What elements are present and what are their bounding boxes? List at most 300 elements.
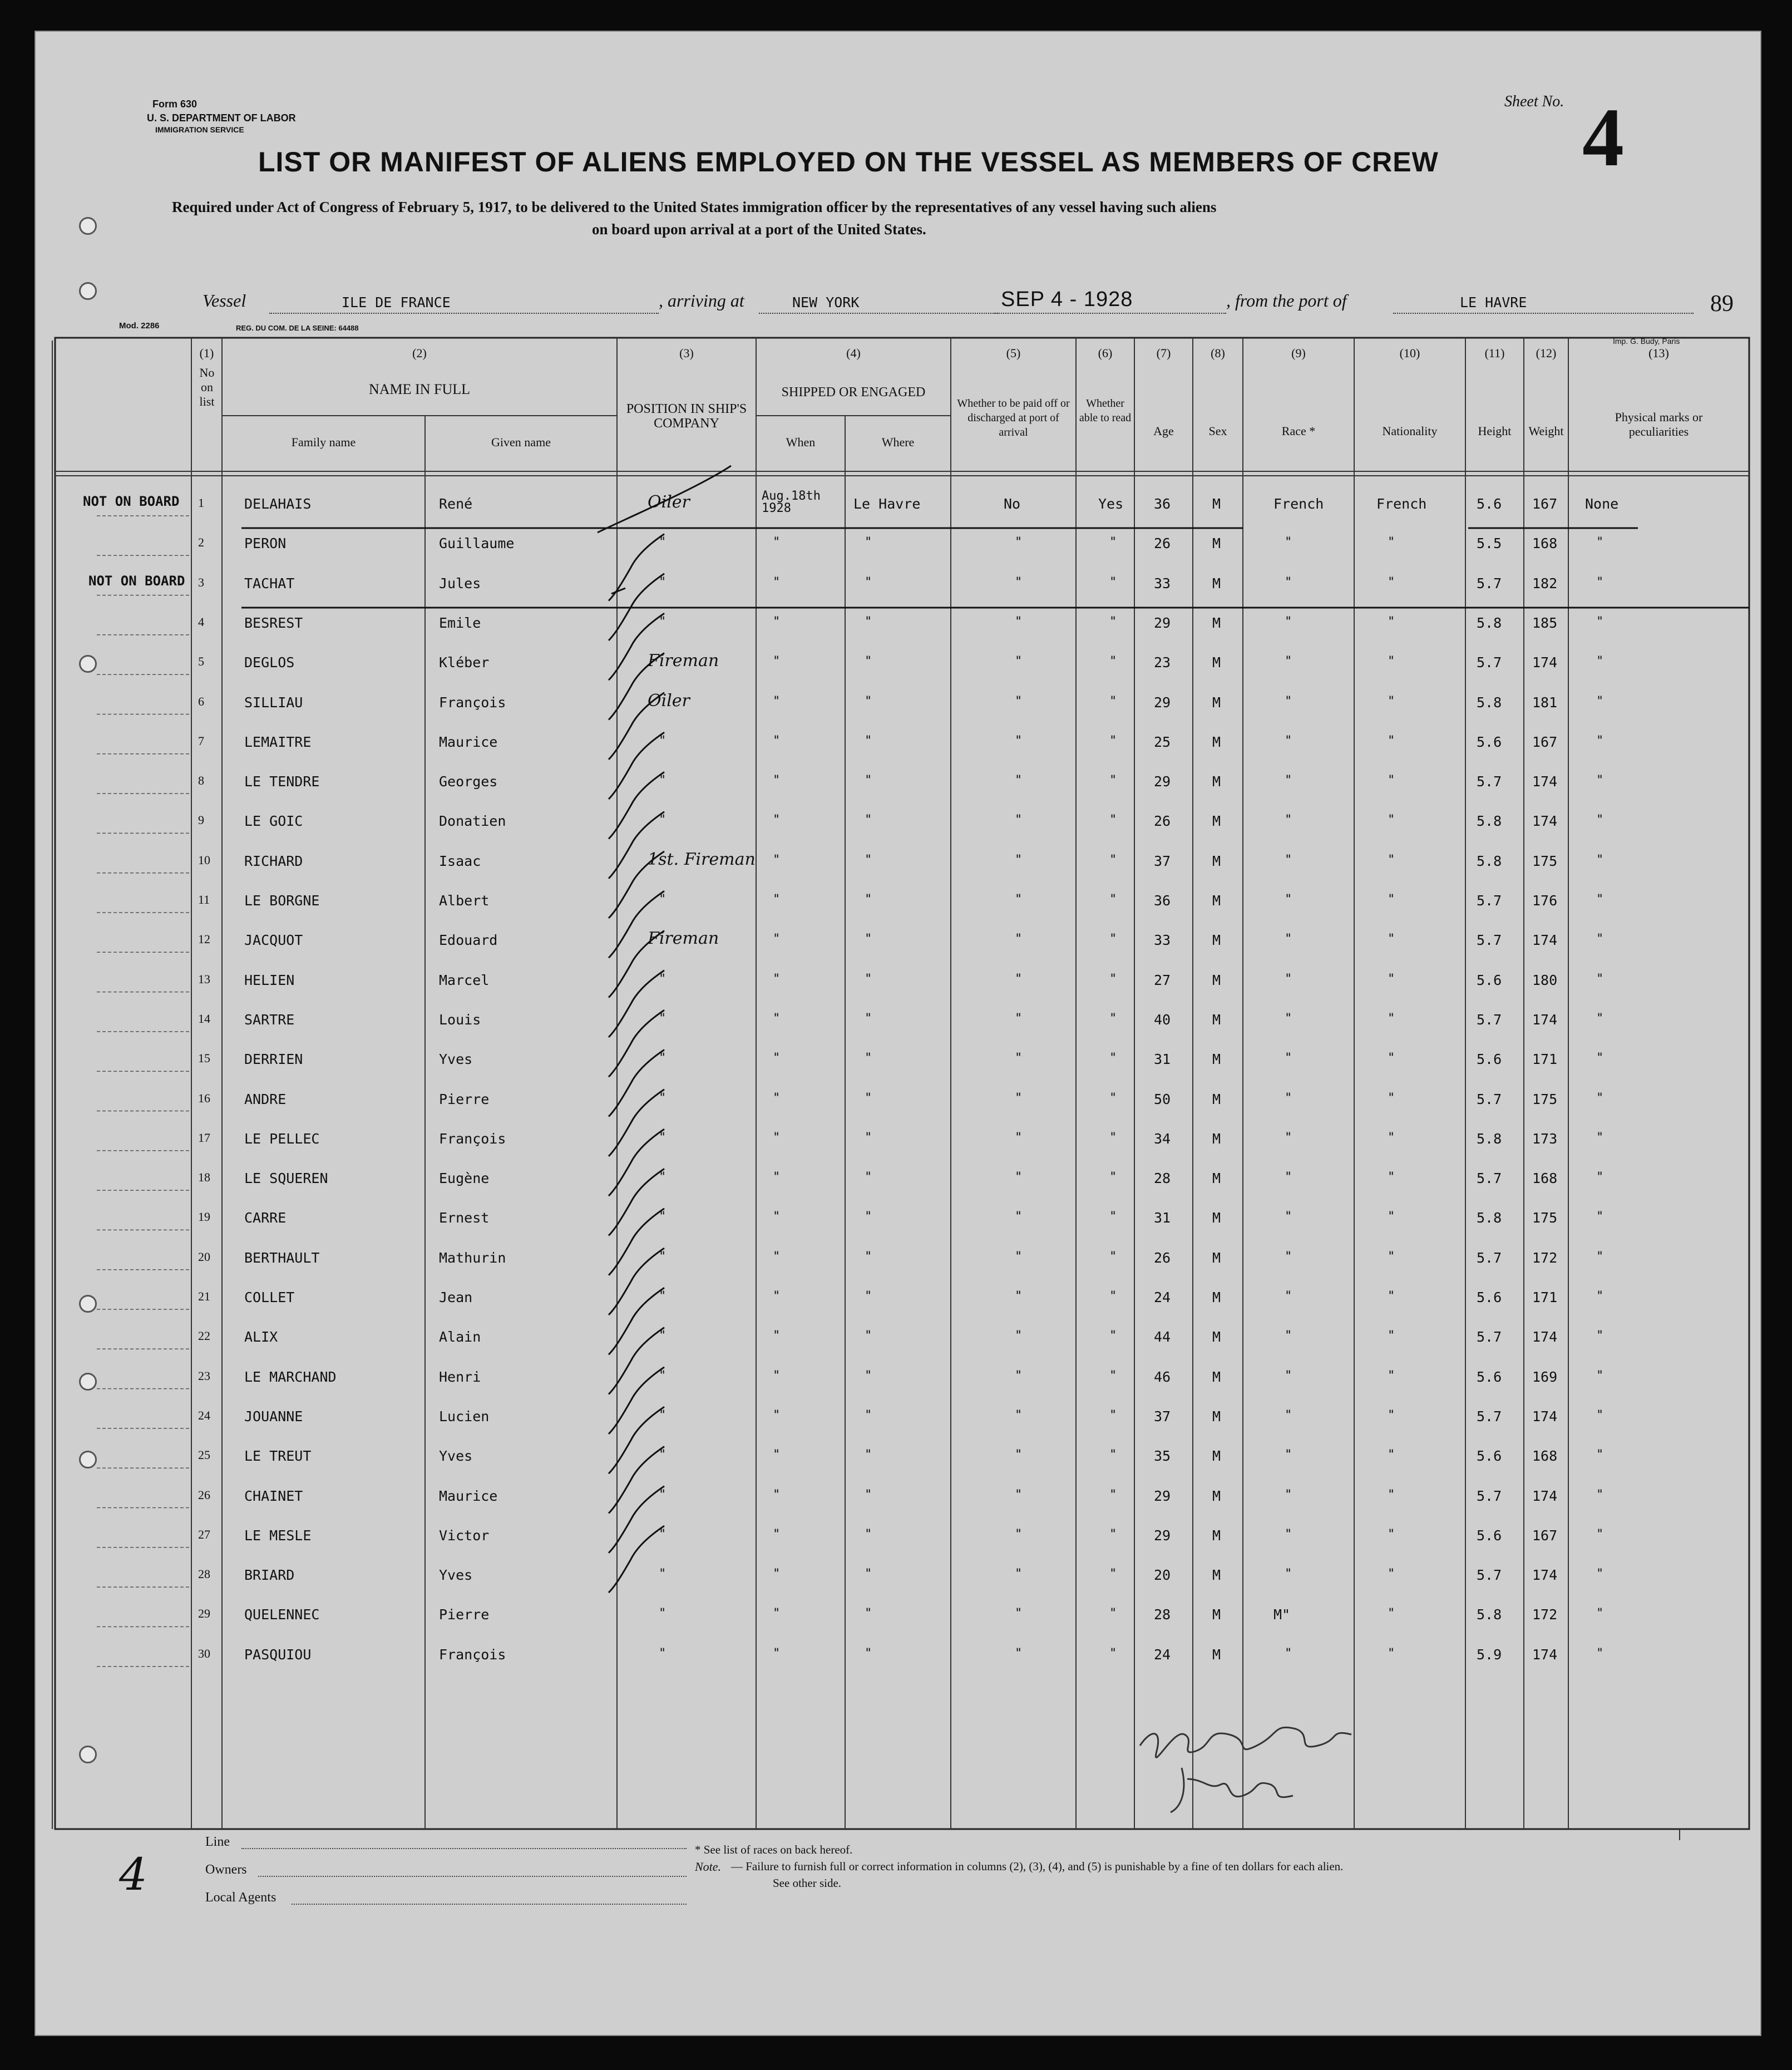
note-label: Note. xyxy=(695,1860,722,1874)
family-name: DELAHAIS xyxy=(244,496,312,512)
nationality: " xyxy=(1388,852,1395,867)
col4-header: SHIPPED OR ENGAGED xyxy=(781,385,926,400)
given-name: Kléber xyxy=(439,654,490,671)
physical-marks: " xyxy=(1596,733,1604,748)
given-name: Henri xyxy=(439,1368,481,1385)
shipped-where: " xyxy=(865,1606,872,1621)
race: " xyxy=(1285,614,1292,629)
col4-number: (4) xyxy=(846,346,861,360)
col10-number: (10) xyxy=(1399,346,1420,360)
physical-marks: " xyxy=(1596,1051,1604,1066)
agents-underline xyxy=(292,1904,687,1905)
row-number: 24 xyxy=(198,1408,210,1422)
age: 37 xyxy=(1154,1408,1171,1425)
weight: 181 xyxy=(1532,694,1558,711)
family-name: SARTRE xyxy=(244,1011,295,1028)
height: 5.8 xyxy=(1477,852,1502,869)
physical-marks: " xyxy=(1596,813,1604,827)
height: 5.8 xyxy=(1477,1210,1502,1226)
shipped-where: " xyxy=(865,1527,872,1541)
sex: M xyxy=(1212,1011,1221,1028)
sex: M xyxy=(1212,1527,1221,1544)
position: " xyxy=(659,1091,667,1105)
sex: M xyxy=(1212,575,1221,592)
race: " xyxy=(1285,852,1292,867)
paid-off: " xyxy=(1015,733,1023,748)
given-name: Mathurin xyxy=(439,1249,506,1266)
arriving-label: , arriving at xyxy=(659,290,744,310)
shipped-when: " xyxy=(773,614,781,629)
shipped-when: " xyxy=(773,1091,781,1105)
shipped-where: " xyxy=(865,1646,872,1660)
age: 33 xyxy=(1154,932,1171,949)
table-row xyxy=(36,489,1760,533)
family-name: BRIARD xyxy=(244,1567,295,1584)
age: 20 xyxy=(1154,1567,1171,1584)
subtitle-line2: on board upon arrival at a port of the United States. xyxy=(592,221,926,238)
given-name: Alain xyxy=(439,1329,481,1345)
given-name: Maurice xyxy=(439,1487,498,1504)
weight: 174 xyxy=(1532,813,1558,830)
given-name: François xyxy=(439,1646,506,1663)
family-name: LE MARCHAND xyxy=(244,1368,337,1385)
table-row xyxy=(36,1406,1760,1446)
paid-off: " xyxy=(1015,773,1023,788)
margin-number: 4 xyxy=(119,1849,147,1900)
nationality: " xyxy=(1388,1527,1395,1541)
col11-number: (11) xyxy=(1484,346,1505,360)
col5-header: Whether to be paid off or discharged at port of arrival xyxy=(957,397,1070,438)
weight: 174 xyxy=(1532,1329,1558,1345)
family-name: LE TREUT xyxy=(244,1448,312,1465)
height: 5.6 xyxy=(1477,1448,1502,1465)
height: 5.7 xyxy=(1477,893,1502,909)
race: French xyxy=(1273,496,1324,512)
position: " xyxy=(659,1448,667,1462)
not-on-board-note: NOT ON BOARD xyxy=(88,573,185,589)
weight: 174 xyxy=(1532,773,1558,790)
age: 40 xyxy=(1154,1011,1171,1028)
position: Fireman xyxy=(648,651,719,671)
family-name: LEMAITRE xyxy=(244,733,312,750)
weight: 185 xyxy=(1532,614,1558,631)
col8-number: (8) xyxy=(1211,346,1225,360)
position: " xyxy=(659,1289,667,1303)
shipped-when: " xyxy=(773,852,781,867)
sex: M xyxy=(1212,1170,1221,1187)
age: 46 xyxy=(1154,1368,1171,1385)
physical-marks: " xyxy=(1596,1130,1604,1145)
race: " xyxy=(1285,1130,1292,1145)
age: 25 xyxy=(1154,733,1171,750)
shipped-when: " xyxy=(773,654,781,669)
nationality: " xyxy=(1388,1210,1395,1224)
able-to-read: " xyxy=(1109,972,1117,986)
shipped-when: " xyxy=(773,1527,781,1541)
row-number: 10 xyxy=(198,852,210,867)
height: 5.7 xyxy=(1477,1170,1502,1187)
shipped-where: " xyxy=(865,1249,872,1264)
vessel-name: ILE DE FRANCE xyxy=(342,294,451,310)
given-name: Yves xyxy=(439,1448,473,1465)
family-name: PERON xyxy=(244,535,287,552)
shipped-when: " xyxy=(773,694,781,708)
position: " xyxy=(659,1130,667,1145)
shipped-when: " xyxy=(773,813,781,827)
position: " xyxy=(659,1408,667,1422)
height: 5.6 xyxy=(1477,496,1502,512)
nationality: " xyxy=(1388,773,1395,788)
age: 28 xyxy=(1154,1170,1171,1187)
position: " xyxy=(659,535,667,550)
given-name: Jules xyxy=(439,575,481,592)
physical-marks: " xyxy=(1596,893,1604,906)
owners-underline xyxy=(258,1876,687,1877)
col7-header: Age xyxy=(1153,424,1174,438)
race: " xyxy=(1285,1210,1292,1224)
shipped-where: " xyxy=(865,575,872,589)
nationality: " xyxy=(1388,733,1395,748)
position: " xyxy=(659,614,667,629)
row-number: 4 xyxy=(198,614,204,629)
weight: 175 xyxy=(1532,1210,1558,1226)
col4b-header: Where xyxy=(881,435,915,449)
weight: 180 xyxy=(1532,972,1558,988)
paid-off: " xyxy=(1015,972,1023,986)
position: " xyxy=(659,1249,667,1264)
race: " xyxy=(1285,733,1292,748)
registry: REG. DU COM. DE LA SEINE: 64488 xyxy=(236,324,359,332)
table-row xyxy=(36,890,1760,930)
family-name: LE TENDRE xyxy=(244,773,320,790)
family-name: ALIX xyxy=(244,1329,278,1345)
able-to-read: " xyxy=(1109,773,1117,788)
position: " xyxy=(659,1051,667,1066)
given-name: Ernest xyxy=(439,1210,490,1226)
nationality: " xyxy=(1388,1646,1395,1660)
race: M" xyxy=(1273,1606,1291,1623)
shipped-when: " xyxy=(773,575,781,589)
not-on-board-note: NOT ON BOARD xyxy=(83,494,180,509)
age: 29 xyxy=(1154,773,1171,790)
weight: 174 xyxy=(1532,654,1558,671)
race: " xyxy=(1285,972,1292,986)
row-number: 20 xyxy=(198,1249,210,1264)
weight: 174 xyxy=(1532,1408,1558,1425)
age: 23 xyxy=(1154,654,1171,671)
given-name: Pierre xyxy=(439,1091,490,1107)
height: 5.7 xyxy=(1477,773,1502,790)
table-row xyxy=(36,771,1760,811)
paid-off: " xyxy=(1015,535,1023,550)
sex: M xyxy=(1212,1051,1221,1068)
family-name: LE SQUEREN xyxy=(244,1170,328,1187)
family-name: DEGLOS xyxy=(244,654,295,671)
family-name: BERTHAULT xyxy=(244,1249,320,1266)
shipped-where: " xyxy=(865,1210,872,1224)
physical-marks: " xyxy=(1596,654,1604,669)
able-to-read: " xyxy=(1109,1130,1117,1145)
weight: 182 xyxy=(1532,575,1558,592)
nationality: " xyxy=(1388,1249,1395,1264)
able-to-read: " xyxy=(1109,733,1117,748)
race: " xyxy=(1285,813,1292,827)
nationality: " xyxy=(1388,1011,1395,1026)
able-to-read: " xyxy=(1109,1408,1117,1422)
paid-off: " xyxy=(1015,1527,1023,1541)
shipped-where: " xyxy=(865,1408,872,1422)
department: U. S. DEPARTMENT OF LABOR xyxy=(147,112,296,124)
col9-header: Race * xyxy=(1281,424,1316,438)
table-row xyxy=(36,1208,1760,1247)
family-name: JOUANNE xyxy=(244,1408,303,1425)
nationality: " xyxy=(1388,575,1395,589)
given-name: Maurice xyxy=(439,733,498,750)
physical-marks: " xyxy=(1596,1606,1604,1621)
race: " xyxy=(1285,1091,1292,1105)
race: " xyxy=(1285,1170,1292,1185)
table-row xyxy=(36,970,1760,1009)
race: " xyxy=(1285,1368,1292,1383)
table-row xyxy=(36,1327,1760,1366)
sex: M xyxy=(1212,1408,1221,1425)
able-to-read: " xyxy=(1109,1249,1117,1264)
paid-off: " xyxy=(1015,654,1023,669)
row-number: 7 xyxy=(198,733,204,748)
col2-header: NAME IN FULL xyxy=(369,381,470,397)
col7-number: (7) xyxy=(1156,346,1171,360)
family-name: QUELENNEC xyxy=(244,1606,320,1623)
family-name: ANDRE xyxy=(244,1091,287,1107)
table-row xyxy=(36,1565,1760,1604)
age: 36 xyxy=(1154,496,1171,512)
age: 29 xyxy=(1154,1487,1171,1504)
row-number: 6 xyxy=(198,694,204,708)
age: 29 xyxy=(1154,1527,1171,1544)
table-row xyxy=(36,1446,1760,1485)
height: 5.7 xyxy=(1477,1249,1502,1266)
given-name: Pierre xyxy=(439,1606,490,1623)
given-name: Yves xyxy=(439,1567,473,1584)
col4a-header: When xyxy=(786,435,816,449)
shipped-where: " xyxy=(865,1170,872,1185)
table-row xyxy=(36,1009,1760,1049)
paid-off: " xyxy=(1015,1368,1023,1383)
shipped-when: " xyxy=(773,932,781,947)
family-name: SILLIAU xyxy=(244,694,303,711)
weight: 172 xyxy=(1532,1606,1558,1623)
paid-off: " xyxy=(1015,1130,1023,1145)
able-to-read: " xyxy=(1109,1527,1117,1541)
paid-off: " xyxy=(1015,1170,1023,1185)
line-underline xyxy=(241,1848,687,1849)
able-to-read: " xyxy=(1109,1567,1117,1581)
shipped-when: " xyxy=(773,893,781,906)
col1-header: No on list xyxy=(199,366,215,408)
height: 5.7 xyxy=(1477,1567,1502,1584)
shipped-where: " xyxy=(865,614,872,629)
col12-number: (12) xyxy=(1536,346,1557,360)
row-number: 25 xyxy=(198,1448,210,1462)
position: " xyxy=(659,1646,667,1660)
race: " xyxy=(1285,773,1292,788)
given-name: Guillaume xyxy=(439,535,515,552)
sex: M xyxy=(1212,1646,1221,1663)
position: " xyxy=(659,1170,667,1185)
col13-number: (13) xyxy=(1648,346,1669,360)
col3-header: POSITION IN SHIP'S COMPANY xyxy=(626,402,747,431)
paid-off: " xyxy=(1015,1091,1023,1105)
able-to-read: " xyxy=(1109,1487,1117,1502)
nationality: " xyxy=(1388,1051,1395,1066)
age: 31 xyxy=(1154,1051,1171,1068)
paid-off: " xyxy=(1015,852,1023,867)
age: 50 xyxy=(1154,1091,1171,1107)
able-to-read: " xyxy=(1109,1368,1117,1383)
race: " xyxy=(1285,1448,1292,1462)
age: 33 xyxy=(1154,575,1171,592)
shipped-when: " xyxy=(773,1011,781,1026)
weight: 173 xyxy=(1532,1130,1558,1147)
nationality: " xyxy=(1388,1408,1395,1422)
sex: M xyxy=(1212,733,1221,750)
table-row xyxy=(36,811,1760,850)
row-number: 22 xyxy=(198,1329,210,1343)
age: 29 xyxy=(1154,694,1171,711)
position: " xyxy=(659,893,667,906)
row-number: 1 xyxy=(198,496,204,510)
paid-off: " xyxy=(1015,893,1023,906)
shipped-when: " xyxy=(773,1249,781,1264)
row-number: 18 xyxy=(198,1170,210,1185)
shipped-where: " xyxy=(865,932,872,947)
table-row xyxy=(36,1367,1760,1406)
crew-table-body xyxy=(36,32,1760,2035)
weight: 167 xyxy=(1532,1527,1558,1544)
physical-marks: " xyxy=(1596,1289,1604,1303)
shipped-where: " xyxy=(865,1130,872,1145)
able-to-read: " xyxy=(1109,893,1117,906)
position: " xyxy=(659,773,667,788)
table-row xyxy=(36,613,1760,652)
race: " xyxy=(1285,1289,1292,1303)
age: 28 xyxy=(1154,1606,1171,1623)
arrival-date-stamp: SEP 4 - 1928 xyxy=(1001,288,1133,311)
height: 5.6 xyxy=(1477,733,1502,750)
physical-marks: " xyxy=(1596,1646,1604,1660)
given-name: Louis xyxy=(439,1011,481,1028)
shipped-when: " xyxy=(773,535,781,550)
paid-off: " xyxy=(1015,1210,1023,1224)
shipped-where: " xyxy=(865,1289,872,1303)
paid-off: " xyxy=(1015,1448,1023,1462)
position: Oiler xyxy=(648,691,690,711)
table-row xyxy=(36,1525,1760,1565)
form-number: Form 630 xyxy=(152,98,198,110)
physical-marks: " xyxy=(1596,972,1604,986)
sheet-label: Sheet No. xyxy=(1504,93,1564,110)
printer: Imp. G. Budy, Paris xyxy=(1613,337,1680,346)
shipped-when: " xyxy=(773,1646,781,1660)
height: 5.7 xyxy=(1477,1011,1502,1028)
physical-marks: " xyxy=(1596,932,1604,947)
physical-marks: " xyxy=(1596,1448,1604,1462)
line-label: Line xyxy=(205,1835,230,1849)
table-row xyxy=(36,851,1760,890)
sex: M xyxy=(1212,1289,1221,1305)
table-row xyxy=(36,930,1760,969)
position: " xyxy=(659,1567,667,1581)
sex: M xyxy=(1212,1249,1221,1266)
col3-number: (3) xyxy=(679,346,694,360)
family-name: HELIEN xyxy=(244,972,295,988)
service: IMMIGRATION SERVICE xyxy=(155,125,244,134)
table-row xyxy=(36,1168,1760,1208)
race: " xyxy=(1285,575,1292,589)
weight: 168 xyxy=(1532,1448,1558,1465)
able-to-read: " xyxy=(1109,614,1117,629)
family-name: LE GOIC xyxy=(244,813,303,830)
family-name: RICHARD xyxy=(244,852,303,869)
sex: M xyxy=(1212,852,1221,869)
row-number: 27 xyxy=(198,1527,210,1541)
weight: 175 xyxy=(1532,1091,1558,1107)
vessel-label: Vessel xyxy=(203,290,246,310)
table-row xyxy=(36,732,1760,771)
paid-off: No xyxy=(1004,496,1021,512)
sex: M xyxy=(1212,1487,1221,1504)
physical-marks: " xyxy=(1596,694,1604,708)
given-name: Emile xyxy=(439,614,481,631)
nationality: " xyxy=(1388,1567,1395,1581)
position: " xyxy=(659,1011,667,1026)
shipped-where: " xyxy=(865,1567,872,1581)
table-row xyxy=(36,1287,1760,1327)
given-name: Donatien xyxy=(439,813,506,830)
height: 5.6 xyxy=(1477,1051,1502,1068)
shipped-where: " xyxy=(865,1329,872,1343)
shipped-when: " xyxy=(773,1170,781,1185)
shipped-when: " xyxy=(773,1606,781,1621)
sex: M xyxy=(1212,813,1221,830)
sheet-number: 4 xyxy=(1582,91,1624,184)
physical-marks: None xyxy=(1585,496,1619,512)
table-row xyxy=(36,573,1760,613)
race: " xyxy=(1285,535,1292,550)
shipped-when: " xyxy=(773,1289,781,1303)
physical-marks: " xyxy=(1596,1170,1604,1185)
age: 27 xyxy=(1154,972,1171,988)
family-name: LE PELLEC xyxy=(244,1130,320,1147)
weight: 167 xyxy=(1532,733,1558,750)
able-to-read: " xyxy=(1109,1606,1117,1621)
row-number: 2 xyxy=(198,535,204,550)
able-to-read: " xyxy=(1109,1011,1117,1026)
able-to-read: " xyxy=(1109,932,1117,947)
age: 24 xyxy=(1154,1289,1171,1305)
shipped-where: Le Havre xyxy=(853,496,921,512)
shipped-where: " xyxy=(865,1368,872,1383)
height: 5.7 xyxy=(1477,654,1502,671)
paid-off: " xyxy=(1015,1487,1023,1502)
physical-marks: " xyxy=(1596,1368,1604,1383)
paid-off: " xyxy=(1015,932,1023,947)
paid-off: " xyxy=(1015,694,1023,708)
age: 26 xyxy=(1154,813,1171,830)
able-to-read: Yes xyxy=(1098,496,1124,512)
table-row xyxy=(36,1486,1760,1525)
sex: M xyxy=(1212,1091,1221,1107)
